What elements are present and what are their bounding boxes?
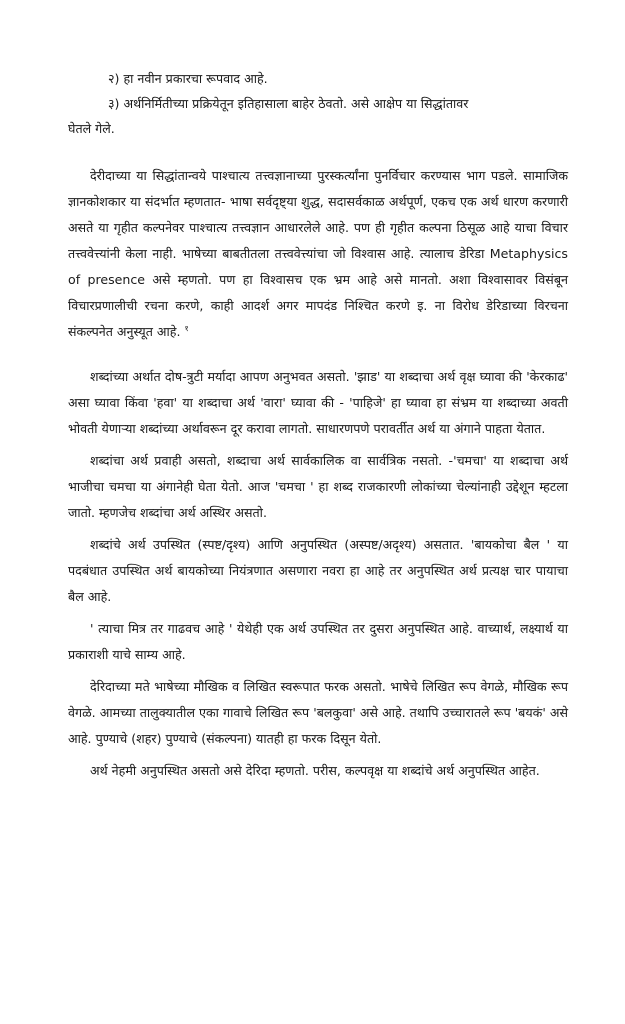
- spacer: [68, 141, 568, 163]
- footnote-marker: १: [184, 323, 189, 333]
- paragraph-spoken-written-form: देरिदाच्या मते भाषेच्या मौखिक व लिखित स्वरूपात फरक असतो. भाषेचे लिखित रूप वेगळे, मौखिक रूप वेगळे. आमच्या तालुक्यातील एका गावाचे लिखित रूप 'बलकुवा' असे आहे. तथापि उच्चारातले रूप 'बयकं' असे आहे. पुण्याचे (शहर) पुण्याचे (संकल्पना) यातही हा फरक दिसून येतो.: [68, 679, 568, 746]
- paragraph-friend-donkey-example: ' त्याचा मित्र तर गाढवच आहे ' येथेही एक अर्थ उपस्थित तर दुसरा अनुपस्थित आहे. वाच्यार्थ, लक्ष्यार्थ या प्रकाराशी याचे साम्य आहे.: [68, 621, 568, 662]
- paragraph-derrida-metaphysics: [68, 163, 568, 345]
- paragraph-meaning-always-absent: अर्थ नेहमी अनुपस्थित असतो असे देरिदा म्हणतो. परीस, कल्पवृक्ष या शब्दांचे अर्थ अनुपस्थित आहेत.: [90, 763, 540, 778]
- document-page: [68, 66, 568, 784]
- paragraph-fluid-meaning: शब्दांचा अर्थ प्रवाही असतो, शब्दाचा अर्थ सार्वकालिक वा सार्वत्रिक नसतो. -'चमचा' या शब्दाचा अर्थ भाजीचा चमचा या अंगानेही घेता येतो. आज 'चमचा ' हा शब्द राजकारणी लोकांच्या चेल्यांनाही उद्देशून म्हटला जातो. म्हणजेच शब्दांचा अर्थ अस्थिर असतो.: [68, 453, 568, 520]
- list-item-3-continuation: घेतले गेले.: [68, 121, 115, 136]
- paragraph-present-absent-meaning: शब्दांचे अर्थ उपस्थित (स्पष्ट/दृश्य) आणि अनुपस्थित (अस्पष्ट/अदृश्य) असतात. 'बायकोचा बैल ' या पदबंधात उपस्थित अर्थ बायकोच्या नियंत्रणात असणारा नवरा हा आहे तर अनुपस्थित अर्थ प्रत्यक्ष चार पायाचा बैल आहे.: [68, 537, 568, 604]
- spacer: [68, 345, 568, 364]
- list-item-2: २) हा नवीन प्रकारचा रूपवाद आहे.: [108, 71, 268, 86]
- list-item-3: ३) अर्थनिर्मितीच्या प्रक्रियेतून इतिहासाला बाहेर ठेवतो. असे आक्षेप या सिद्धांतावर: [108, 96, 469, 111]
- paragraph-text: देरीदाच्या या सिद्धांतान्वये पाश्चात्य तत्त्वज्ञानाच्या पुरस्कर्त्यांना पुनर्विचार करण्यास भाग पडले. सामाजिक ज्ञानकोशकार या संदर्भात म्हणतात- भाषा सर्वदृष्ट्या शुद्ध, सदासर्वकाळ अर्थपूर्ण, एकच एक अर्थ धारण करणारी असते या गृहीत कल्पनेवर पाश्चात्य तत्त्वज्ञान आधारलेले आहे. पण ही गृहीत कल्पना ठिसूळ आहे याचा विचार तत्त्ववेत्त्यांनी केला नाही. भाषेच्या बाबतीतला तत्त्ववेत्त्यांचा जो विश्वास आहे. त्यालाच डेरिडा Metaphysics of presence असे म्हणतो. पण हा विश्वासच एक भ्रम आहे असे मानतो. अशा विश्वासावर विसंबून विचारप्रणालीची रचना करणे, काही आदर्श अगर मापदंड निश्चित करणे इ. ना विरोध डेरिडाच्या विरचना संकल्पनेत अनुस्यूत आहे.: [68, 168, 568, 339]
- paragraph-word-meaning-limits: शब्दांच्या अर्थात दोष-त्रुटी मर्यादा आपण अनुभवत असतो. 'झाड' या शब्दाचा अर्थ वृक्ष घ्यावा की 'केरकाढ' असा घ्यावा किंवा 'हवा' या शब्दाचा अर्थ 'वारा' घ्यावा की - 'पाहिजे' हा घ्यावा हा संभ्रम या शब्दाच्या अवती भोवती येणाऱ्या शब्दांच्या अर्थावरून दूर करावा लागतो. साधारणपणे परावर्तीत अर्थ या अंगाने पाहता येतात.: [68, 369, 568, 436]
